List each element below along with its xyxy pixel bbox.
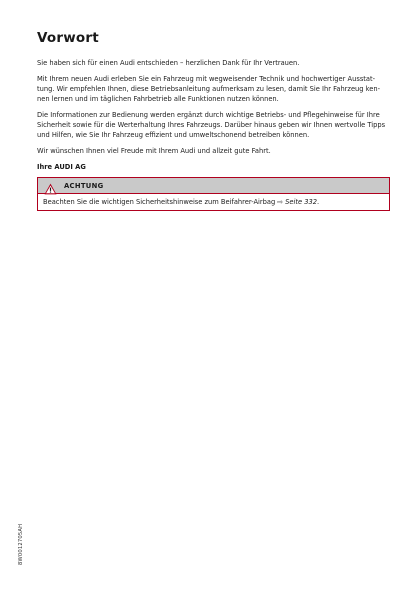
paragraph-wishes: Wir wünschen Ihnen viel Freude mit Ihrem Audi und allzeit gute Fahrt.: [37, 147, 271, 155]
paragraph-vehicle: Mit Ihrem neuen Audi erleben Sie ein Fahrzeug mit wegweisender Technik und hochwertiger Ausstattung. Wir empfehlen Ihnen, diese Betriebsanleitung aufmerksam zu lesen, damit Sie Ihr Fahrzeug kennen lernen und im täglichen Fahrbetrieb alle Funktionen nutzen können.: [37, 75, 381, 103]
page-reference-link[interactable]: Seite 332: [285, 198, 317, 206]
page-content: [37, 58, 390, 211]
warning-triangle-icon: [44, 180, 57, 192]
warning-title: ACHTUNG: [64, 181, 104, 190]
signoff: Ihre AUDI AG: [37, 163, 86, 171]
warning-box: [37, 177, 390, 211]
warning-text-end: .: [316, 198, 320, 206]
paragraph-information: Die Informationen zur Bedienung werden ergänzt durch wichtige Betriebs- und Pflegehinweise für Ihre Sicherheit sowie für die Werterhaltung Ihres Fahrzeugs. Darüber hinaus geben wir Ihnen wertvolle Tipps und Hilfen, wie Sie Ihr Fahrzeug effizient und umweltschonend betreiben können.: [37, 111, 386, 139]
page-title: Vorwort: [37, 30, 99, 46]
document-code: 8W0012705AH: [18, 523, 24, 565]
warning-text: Beachten Sie die wichtigen Sicherheitshinweise zum Beifahrer-Airbag ⇨: [43, 198, 286, 206]
warning-body: [38, 194, 389, 210]
paragraph-intro: Sie haben sich für einen Audi entschieden – herzlichen Dank für Ihr Vertrauen.: [37, 59, 300, 67]
warning-header: [38, 178, 389, 194]
